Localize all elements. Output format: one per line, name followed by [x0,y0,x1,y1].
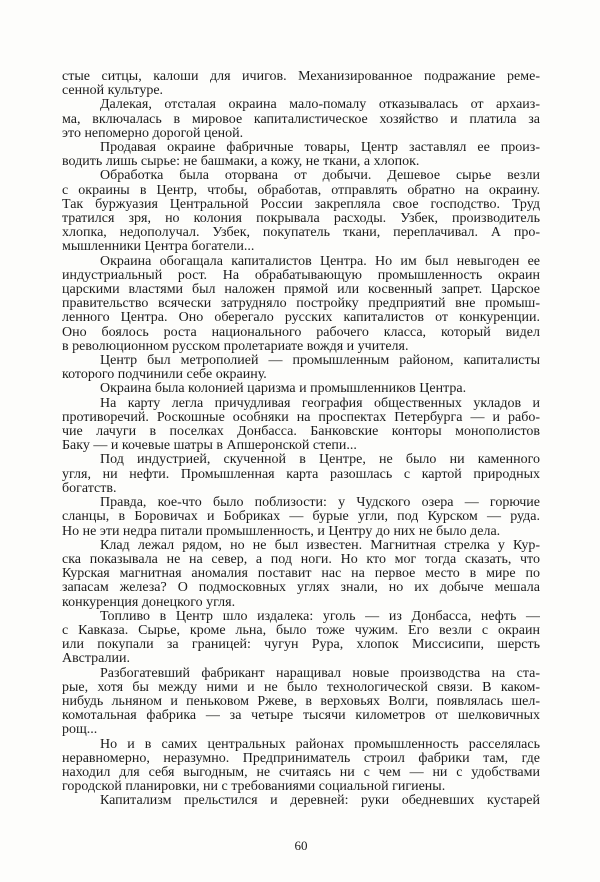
text-line: Но не эти недра питали промышленность, и Центру до них не было дела. [62,524,501,539]
text-line: Центр был метрополией — промышленным районом, капиталисты [100,354,540,369]
paragraph [62,169,540,254]
paragraph [62,610,540,667]
text-line: комотальная фабрика — за четыре тысячи километров от шелковичных [62,709,540,724]
paragraph [62,738,540,795]
text-line: с окраины в Центр, чтобы, обработав, отправлять обратно на окраину. [62,183,540,198]
text-line: Разбогатевший фабрикант наращивал новые производства на ста- [100,666,540,681]
text-line: которого подчинили себе окраину. [62,368,267,383]
text-line: чие лачуги в поселках Донбасса. Банковские конторы монополистов [62,425,540,440]
text-line: это непомерно дорогой ценой. [62,126,244,141]
paragraph [62,397,540,454]
paragraph [62,453,540,496]
text-line: Австралии. [62,652,130,667]
text-line: Правда, кое-что было поблизости: у Чудского озера — горючие [100,496,540,511]
text-line: ска показывала не на север, а под ноги. Но кто мог тогда сказать, что [62,552,540,567]
text-line: водить лишь сырье: не башмаки, а кожу, не ткани, а хлопок. [62,155,420,170]
text-line: индустриальный рост. На обрабатывающую промышленность окраин [62,268,540,283]
text-line: запасам железа? О подмосковных углях знали, но их добыче мешала [62,581,540,596]
paragraph [62,70,540,98]
text-line: Так буржуазия Центральной России закрепляла свое господство. Труд [62,197,540,212]
text-line: угля, ни нефти. Промышленная карта разошлась с картой природных [62,467,540,482]
paragraph [62,539,540,610]
text-line: или покупали за границей: чугун Рура, хлопок Миссисипи, шерсть [62,638,540,653]
paragraph [62,667,540,738]
text-line: Клад лежал рядом, но не был известен. Магнитная стрелка у Кур- [100,538,540,553]
paragraph [62,382,540,396]
text-line: нибудь льняном и пеньковом Ржеве, в верховьях Волги, появлялась шел- [62,694,540,709]
text-line: Оно боялось роста национального рабочего класса, который видел [62,325,540,340]
paragraph [62,496,540,539]
text-line: конкуренция донецкого угля. [62,595,236,610]
page-number: 60 [294,838,308,853]
text-line: сенной культуре. [62,84,164,99]
text-line: Но и в самих центральных районах промышленность расселялась [100,737,540,752]
text-line: Обработка была оторвана от добычи. Дешевое сырье везли [100,169,540,184]
text-line: рощ... [62,723,98,738]
text-line: городской планировки, ни с требованиями социальной гигиены. [62,780,446,795]
text-line: Продавая окраине фабричные товары, Центр заставлял ее произ- [100,141,540,156]
text-line: Курская магнитная аномалия поставит нас на первое место в мире по [62,567,540,582]
text-line: мышленники Центра богатели... [62,240,255,255]
text-line: Окраина была колонией царизма и промышленников Центра. [100,382,467,397]
text-line: ма, включалась в мировое капиталистическое хозяйство и платила за [62,112,540,127]
body-text [62,70,540,809]
text-line: На карту легла причудливая география общественных укладов и [100,396,540,411]
text-line: Под индустрией, скученной в Центре, не было ни каменного [100,453,540,468]
text-line: хлопка, недополучал. Узбек, покупатель ткани, переплачивал. А про- [62,226,540,241]
text-line: находил для себя выгодным, не считаясь ни с чем — ни с удобствами [62,765,540,780]
paragraph [62,794,540,808]
text-line: рые, хотя бы между ними и не было технологической связи. В каком- [62,680,540,695]
text-line: с Кавказа. Сырье, кроме льна, было тоже чужим. Его везли с окраин [62,623,540,638]
text-line: Баку — и кочевые шатры в Апшеронской степи... [62,439,357,454]
text-line: стые ситцы, калоши для ичигов. Механизированное подражание реме- [62,70,540,84]
text-line: Топливо в Центр шло издалека: уголь — из Донбасса, нефть — [100,609,540,624]
text-line: Капитализм прельстился и деревней: руки обедневших кустарей [100,794,540,809]
text-line: Окраина обогащала капиталистов Центра. Но им был невыгоден ее [100,254,540,269]
paragraph [62,98,540,141]
text-line: ленного Центра. Оно оберегало русских капиталистов от конкуренции. [62,311,540,326]
paragraph [62,255,540,354]
text-line: Далекая, отсталая окраина мало-помалу отказывалась от архаиз- [100,98,540,113]
text-line: сланцы, в Боровичах и Бобриках — бурые угли, под Курском — руда. [62,510,540,525]
paragraph [62,354,540,382]
text-line: тратился зря, но колония покрывала расходы. Узбек, производитель [62,212,540,227]
text-line: богатств. [62,481,117,496]
text-line: правительство всячески затрудняло постройку предприятий вне промыш- [62,297,540,312]
text-line: неравномерно, неразумно. Предприниматель строил фабрики там, где [62,751,540,766]
text-line: в революционном русском пролетариате вождя и учителя. [62,339,409,354]
paragraph [62,141,540,169]
text-line: противоречий. Роскошные особняки на проспектах Петербурга — и рабо- [62,410,540,425]
text-line: царскими властями был наложен прямой или косвенный запрет. Царское [62,283,540,298]
